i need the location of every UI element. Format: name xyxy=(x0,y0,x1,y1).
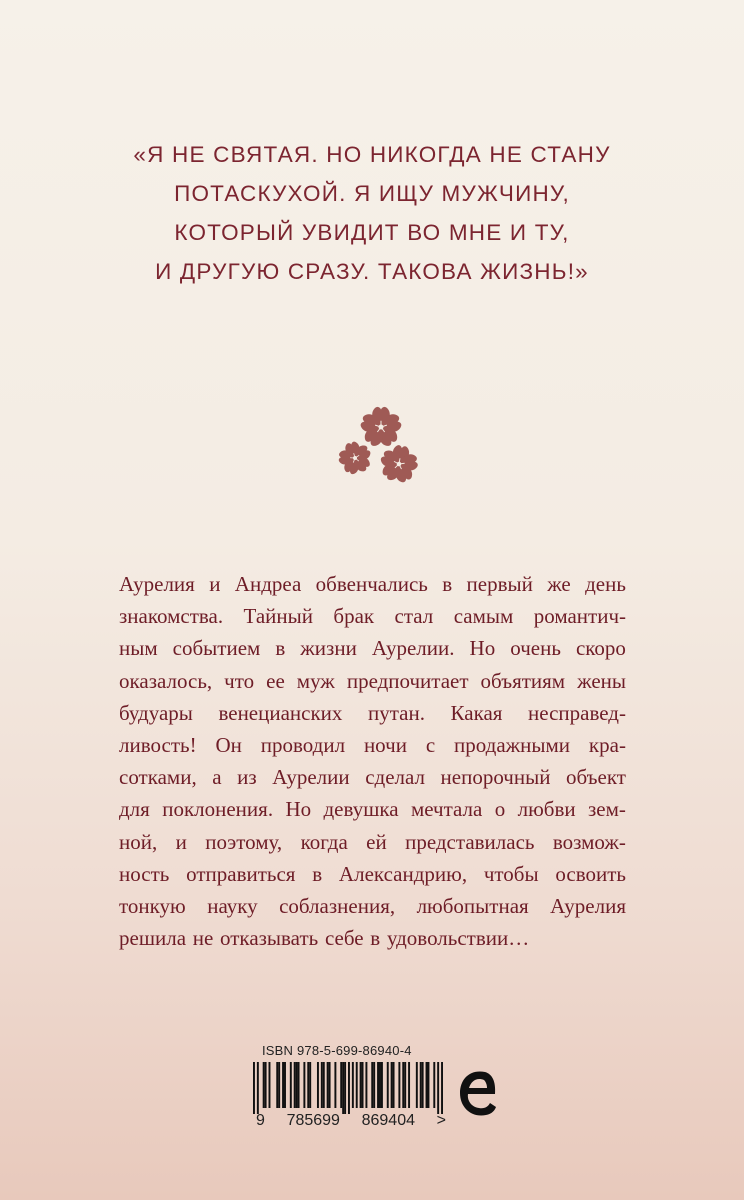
blurb-line: будуары венецианских путан. Какая несправед- xyxy=(119,700,626,725)
pull-quote xyxy=(0,135,744,291)
blurb-line: ной, и поэтому, когда ей представилась возмож- xyxy=(119,829,626,854)
quote-line: И ДРУГУЮ СРАЗУ. ТАКОВА ЖИЗНЬ!» xyxy=(155,259,589,284)
barcode-digit-group: > xyxy=(436,1112,446,1129)
flowers-icon xyxy=(328,398,424,494)
blurb-line: тонкую науку соблазнения, любопытная Аурелия xyxy=(119,894,626,919)
barcode-digits xyxy=(256,1112,446,1130)
blurb-line: сотками, а из Аурелии сделал непорочный объект xyxy=(119,765,626,790)
blurb-line: для поклонения. Но девушка мечтала о любви зем- xyxy=(119,797,626,822)
blurb-line: ность отправиться в Александрию, чтобы освоить xyxy=(119,861,626,886)
eksmo-logo-icon xyxy=(455,1063,499,1125)
blurb-line: ным событием в жизни Аурелии. Но очень скоро xyxy=(119,636,626,661)
quote-line: «Я НЕ СВЯТАЯ. НО НИКОГДА НЕ СТАНУ xyxy=(133,142,611,167)
quote-line: КОТОРЫЙ УВИДИТ ВО МНЕ И ТУ, xyxy=(174,220,570,245)
isbn-label: ISBN 978-5-699-86940-4 xyxy=(262,1043,412,1058)
blurb-line: оказалось, что ее муж предпочитает объятиям жены xyxy=(119,668,626,693)
barcode-digit-group: 869404 xyxy=(361,1112,415,1129)
blurb-line: решила не отказывать себе в удовольствии… xyxy=(119,926,530,951)
barcode xyxy=(250,1062,446,1114)
barcode-digit-group: 9 xyxy=(256,1112,265,1129)
barcode-digit-group: 785699 xyxy=(286,1112,340,1129)
quote-line: ПОТАСКУХОЙ. Я ИЩУ МУЖЧИНУ, xyxy=(174,181,570,206)
blurb-line: знакомства. Тайный брак стал самым романтич- xyxy=(119,604,626,629)
blurb-line: ливость! Он проводил ночи с продажными кра- xyxy=(119,733,626,758)
blurb-text xyxy=(119,568,626,954)
blurb-line: Аурелия и Андреа обвенчались в первый же день xyxy=(119,572,626,596)
